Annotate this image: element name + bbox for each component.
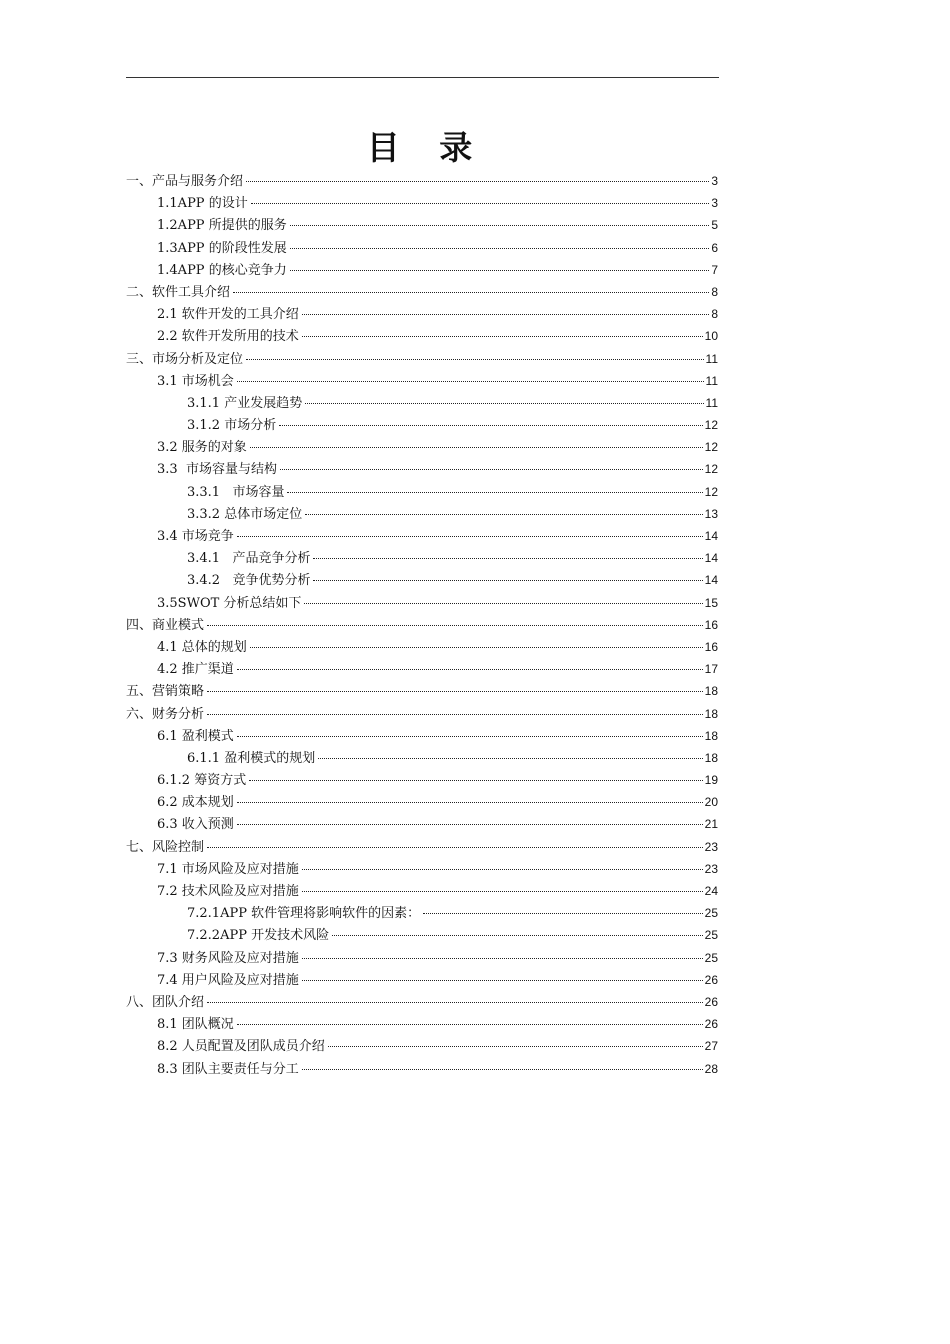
toc-entry-page-number: 18 xyxy=(704,750,718,765)
toc-entry[interactable] xyxy=(126,170,718,192)
toc-entry-page-number: 11 xyxy=(705,351,718,366)
toc-dot-leader xyxy=(246,359,704,360)
toc-dot-leader xyxy=(290,270,710,271)
toc-entry-page-number: 26 xyxy=(704,994,718,1009)
toc-entry-label: 6.1.2 筹资方式 xyxy=(157,773,247,789)
toc-entry-label: 3.2 服务的对象 xyxy=(157,440,247,456)
toc-entry-label: 3.3.1 市场容量 xyxy=(187,484,285,500)
toc-entry[interactable] xyxy=(126,303,718,325)
toc-dot-leader xyxy=(207,847,703,848)
toc-dot-leader xyxy=(302,980,703,981)
toc-entry[interactable] xyxy=(126,392,718,414)
toc-entry[interactable] xyxy=(126,481,718,503)
table-of-contents xyxy=(126,170,718,1080)
toc-entry-page-number: 25 xyxy=(704,928,718,943)
toc-entry[interactable] xyxy=(126,947,718,969)
toc-entry-label: 7.2.2APP 开发技术风险 xyxy=(187,928,330,944)
toc-entry-page-number: 19 xyxy=(704,773,718,788)
toc-entry-page-number: 7 xyxy=(711,262,718,277)
toc-entry-page-number: 14 xyxy=(704,529,718,543)
toc-entry-page-number: 23 xyxy=(704,861,718,876)
toc-dot-leader xyxy=(332,935,703,936)
toc-entry-label: 2.2 软件开发所用的技术 xyxy=(157,329,299,345)
toc-entry[interactable] xyxy=(126,1058,718,1080)
toc-entry-label: 3.1.1 产业发展趋势 xyxy=(187,395,303,411)
toc-entry[interactable] xyxy=(126,769,718,791)
toc-entry-page-number: 12 xyxy=(704,484,718,499)
toc-entry[interactable] xyxy=(126,592,718,614)
toc-entry[interactable] xyxy=(126,370,718,392)
toc-entry-page-number: 25 xyxy=(704,950,718,965)
toc-dot-leader xyxy=(423,913,703,914)
toc-entry-page-number: 8 xyxy=(711,307,718,322)
toc-entry[interactable] xyxy=(126,791,718,813)
toc-entry[interactable] xyxy=(126,836,718,858)
toc-entry-label: 7.3 财务风险及应对措施 xyxy=(157,950,299,966)
toc-dot-leader xyxy=(207,691,703,692)
toc-entry[interactable] xyxy=(126,880,718,902)
toc-entry-label: 1.2APP 所提供的服务 xyxy=(157,218,287,234)
toc-entry-label: 六、财务分析 xyxy=(126,706,205,722)
toc-dot-leader xyxy=(305,514,702,515)
toc-entry[interactable] xyxy=(126,192,718,214)
toc-entry-label: 8.3 团队主要责任与分工 xyxy=(157,1061,299,1077)
toc-entry-label: 八、团队介绍 xyxy=(126,994,205,1010)
toc-entry[interactable] xyxy=(126,636,718,658)
toc-entry[interactable] xyxy=(126,703,718,725)
toc-entry-page-number: 18 xyxy=(704,706,718,721)
toc-dot-leader xyxy=(280,469,703,470)
toc-dot-leader xyxy=(250,647,703,648)
toc-dot-leader xyxy=(207,714,703,715)
toc-dot-leader xyxy=(246,181,709,182)
toc-dot-leader xyxy=(313,558,702,559)
toc-entry-page-number: 12 xyxy=(704,418,718,433)
toc-entry-page-number: 13 xyxy=(704,506,718,521)
toc-dot-leader xyxy=(237,1024,703,1025)
toc-entry-page-number: 11 xyxy=(705,373,718,388)
toc-dot-leader xyxy=(304,603,702,604)
toc-entry[interactable] xyxy=(126,1035,718,1057)
toc-entry-page-number: 18 xyxy=(704,684,718,699)
toc-dot-leader xyxy=(207,1002,703,1003)
toc-dot-leader xyxy=(207,625,703,626)
toc-entry-label: 6.2 成本规划 xyxy=(157,795,234,811)
toc-entry[interactable] xyxy=(126,614,718,636)
toc-entry[interactable] xyxy=(126,858,718,880)
toc-entry[interactable] xyxy=(126,725,718,747)
toc-dot-leader xyxy=(313,580,702,581)
toc-entry-page-number: 14 xyxy=(704,573,718,588)
toc-entry-label: 五、营销策略 xyxy=(126,684,205,700)
toc-entry-label: 1.4APP 的核心竞争力 xyxy=(157,262,287,278)
toc-dot-leader xyxy=(249,780,702,781)
toc-entry-page-number: 18 xyxy=(704,728,718,743)
toc-dot-leader xyxy=(302,314,710,315)
toc-entry-page-number: 17 xyxy=(704,662,718,677)
toc-entry[interactable] xyxy=(126,214,718,236)
toc-entry-label: 8.2 人员配置及团队成员介绍 xyxy=(157,1039,325,1055)
toc-entry-page-number: 14 xyxy=(704,551,718,566)
toc-entry[interactable] xyxy=(126,458,718,480)
toc-entry-label: 3.1.2 市场分析 xyxy=(187,418,277,434)
toc-entry-label: 1.3APP 的阶段性发展 xyxy=(157,240,287,256)
toc-entry-label: 3.5SWOT 分析总结如下 xyxy=(157,595,302,611)
toc-entry[interactable] xyxy=(126,813,718,835)
toc-dot-leader xyxy=(302,336,703,337)
toc-entry[interactable] xyxy=(126,658,718,680)
toc-entry-label: 3.3.2 总体市场定位 xyxy=(187,506,303,522)
toc-entry-label: 2.1 软件开发的工具介绍 xyxy=(157,307,299,323)
toc-dot-leader xyxy=(233,292,709,293)
toc-dot-leader xyxy=(287,492,702,493)
toc-entry[interactable] xyxy=(126,436,718,458)
toc-dot-leader xyxy=(302,1069,703,1070)
toc-entry-page-number: 21 xyxy=(704,817,718,832)
toc-entry[interactable] xyxy=(126,503,718,525)
toc-entry-label: 8.1 团队概况 xyxy=(157,1017,234,1033)
toc-dot-leader xyxy=(237,381,704,382)
toc-entry-label: 7.1 市场风险及应对措施 xyxy=(157,861,299,877)
toc-dot-leader xyxy=(251,203,710,204)
toc-dot-leader xyxy=(237,669,703,670)
toc-entry-page-number: 12 xyxy=(704,440,718,455)
toc-dot-leader xyxy=(302,891,703,892)
toc-entry-label: 6.3 收入预测 xyxy=(157,817,234,833)
toc-entry-label: 3.4.2 竞争优势分析 xyxy=(187,573,311,589)
toc-entry-page-number: 16 xyxy=(704,617,718,632)
toc-entry-label: 3.4 市场竞争 xyxy=(157,529,234,544)
toc-entry[interactable] xyxy=(126,547,718,569)
toc-entry-label: 3.3 市场容量与结构 xyxy=(157,462,277,478)
toc-entry[interactable] xyxy=(126,259,718,281)
toc-entry-label: 1.1APP 的设计 xyxy=(157,196,248,212)
toc-entry[interactable] xyxy=(126,902,718,924)
toc-dot-leader xyxy=(237,824,703,825)
toc-dot-leader xyxy=(302,958,703,959)
toc-entry[interactable] xyxy=(126,569,718,591)
toc-entry-label: 三、市场分析及定位 xyxy=(126,351,244,367)
toc-entry-label: 7.2.1APP 软件管理将影响软件的因素： xyxy=(187,906,421,922)
toc-entry[interactable] xyxy=(126,237,718,259)
toc-dot-leader xyxy=(279,425,702,426)
toc-entry-page-number: 5 xyxy=(711,218,718,233)
header-rule xyxy=(126,77,719,78)
toc-entry-page-number: 15 xyxy=(704,595,718,610)
toc-entry-label: 七、风险控制 xyxy=(126,839,205,855)
toc-entry-page-number: 28 xyxy=(704,1061,718,1076)
toc-entry-page-number: 23 xyxy=(704,839,718,854)
toc-entry-page-number: 6 xyxy=(711,240,718,255)
toc-dot-leader xyxy=(237,736,703,737)
toc-entry-page-number: 26 xyxy=(704,1017,718,1032)
toc-entry-label: 二、软件工具介绍 xyxy=(126,284,231,300)
toc-entry-page-number: 25 xyxy=(704,906,718,921)
toc-dot-leader xyxy=(250,447,703,448)
toc-entry-label: 3.4.1 产品竞争分析 xyxy=(187,551,311,567)
toc-entry[interactable] xyxy=(126,924,718,946)
toc-dot-leader xyxy=(328,1046,703,1047)
toc-entry-label: 7.4 用户风险及应对措施 xyxy=(157,972,299,988)
toc-dot-leader xyxy=(290,225,710,226)
toc-entry-label: 7.2 技术风险及应对措施 xyxy=(157,884,299,899)
toc-dot-leader xyxy=(318,758,702,759)
toc-dot-leader xyxy=(302,869,703,870)
toc-entry-label: 一、产品与服务介绍 xyxy=(126,174,244,189)
toc-entry[interactable] xyxy=(126,325,718,347)
toc-entry[interactable] xyxy=(126,348,718,370)
toc-entry-page-number: 27 xyxy=(704,1039,718,1054)
toc-entry-page-number: 20 xyxy=(704,795,718,810)
toc-entry-page-number: 12 xyxy=(704,462,718,477)
toc-entry-label: 4.2 推广渠道 xyxy=(157,662,234,678)
toc-entry[interactable] xyxy=(126,680,718,702)
toc-entry[interactable] xyxy=(126,1013,718,1035)
toc-dot-leader xyxy=(237,802,703,803)
toc-dot-leader xyxy=(305,403,703,404)
toc-entry-page-number: 26 xyxy=(704,972,718,987)
toc-entry-page-number: 16 xyxy=(704,639,718,654)
toc-entry-label: 3.1 市场机会 xyxy=(157,373,234,389)
toc-dot-leader xyxy=(290,248,710,249)
toc-entry[interactable] xyxy=(126,414,718,436)
toc-title: 目 录 xyxy=(366,128,487,167)
toc-entry-page-number: 11 xyxy=(705,395,718,410)
toc-dot-leader xyxy=(237,536,703,537)
toc-entry-label: 6.1.1 盈利模式的规划 xyxy=(187,750,316,766)
toc-entry-label: 6.1 盈利模式 xyxy=(157,728,234,744)
toc-entry[interactable] xyxy=(126,747,718,769)
toc-entry-page-number: 24 xyxy=(704,884,718,898)
toc-entry-page-number: 3 xyxy=(711,174,718,188)
toc-entry-label: 四、商业模式 xyxy=(126,617,205,633)
toc-entry-label: 4.1 总体的规划 xyxy=(157,639,247,655)
toc-entry[interactable] xyxy=(126,525,718,547)
toc-entry-page-number: 10 xyxy=(704,329,718,344)
toc-entry[interactable] xyxy=(126,969,718,991)
toc-entry-page-number: 3 xyxy=(711,196,718,211)
toc-entry-page-number: 8 xyxy=(711,284,718,299)
toc-entry[interactable] xyxy=(126,991,718,1013)
toc-entry[interactable] xyxy=(126,281,718,303)
